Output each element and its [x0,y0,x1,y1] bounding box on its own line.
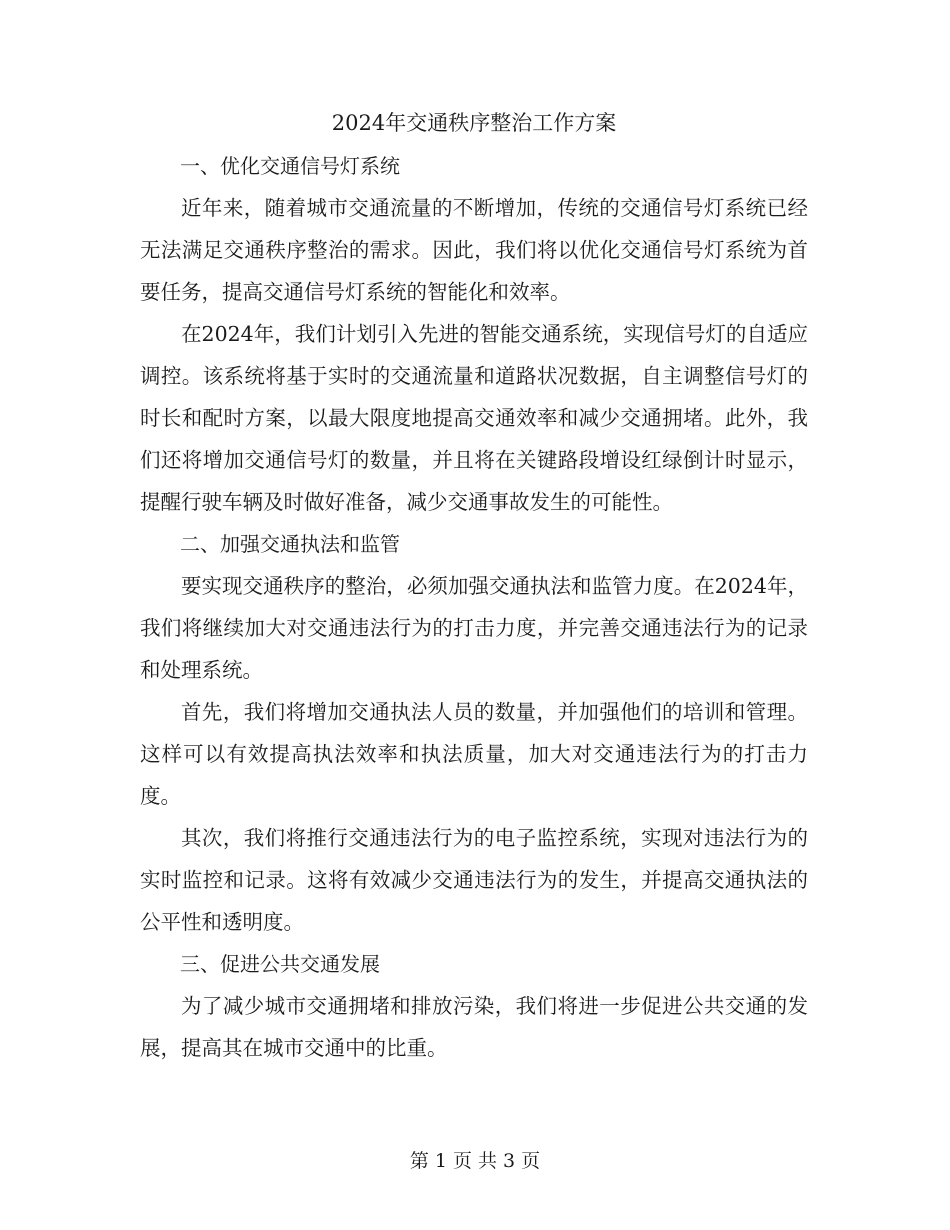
paragraph: 在2024年，我们计划引入先进的智能交通系统，实现信号灯的自适应调控。该系统将基于实时的交通流量和道路状况数据，自主调整信号灯的时长和配时方案，以最大限度地提高交通效率和减少交通拥堵。此外，我们还将增加交通信号灯的数量，并且将在关键路段增设红绿倒计时显示，提醒行驶车辆及时做好准备，减少交通事故发生的可能性。 [140,322,808,514]
section-heading: 一、优化交通信号灯系统 [180,154,400,178]
document-body [140,104,808,1069]
section-heading: 二、加强交通执法和监管 [180,532,400,556]
paragraph: 为了减少城市交通拥堵和排放污染，我们将进一步促进公共交通的发展，提高其在城市交通中的比重。 [140,994,808,1060]
section-heading: 三、促进公共交通发展 [180,952,380,976]
paragraph: 近年来，随着城市交通流量的不断增加，传统的交通信号灯系统已经无法满足交通秩序整治的需求。因此，我们将以优化交通信号灯系统为首要任务，提高交通信号灯系统的智能化和效率。 [140,196,808,304]
paragraph: 其次，我们将推行交通违法行为的电子监控系统，实现对违法行为的实时监控和记录。这将有效减少交通违法行为的发生，并提高交通执法的公平性和透明度。 [140,826,808,934]
paragraph: 首先，我们将增加交通执法人员的数量，并加强他们的培训和管理。这样可以有效提高执法效率和执法质量，加大对交通违法行为的打击力度。 [140,700,808,808]
section-signal-system [140,145,808,523]
section-public-transport [140,943,808,1069]
page-number-footer: 第 1 页 共 3 页 [409,1150,541,1172]
paragraph: 要实现交通秩序的整治，必须加强交通执法和监管力度。在2024年，我们将继续加大对交通违法行为的打击力度，并完善交通违法行为的记录和处理系统。 [140,574,808,682]
section-enforcement [140,523,808,943]
page-title: 2024年交通秩序整治工作方案 [331,111,617,135]
